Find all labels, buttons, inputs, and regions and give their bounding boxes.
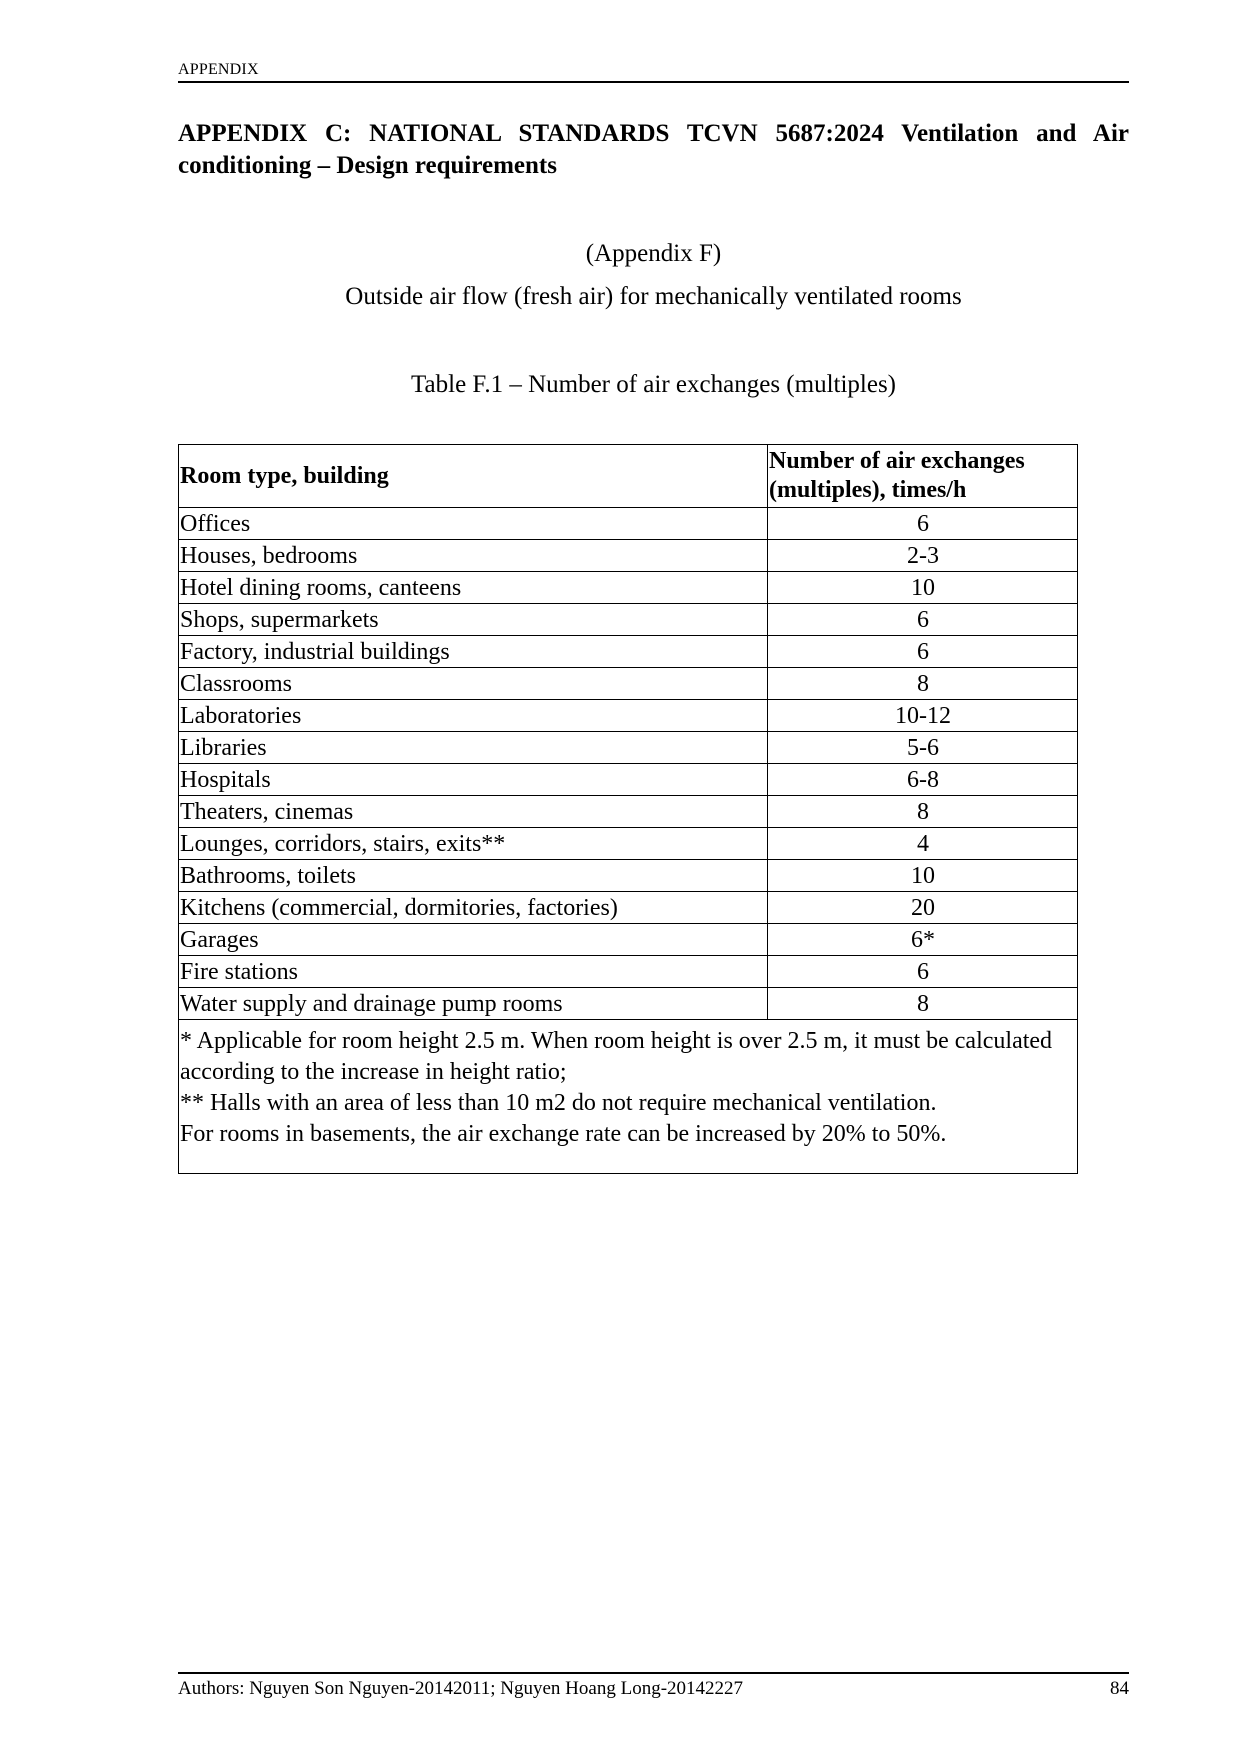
section-subtitle: Outside air flow (fresh air) for mechanically ventilated rooms xyxy=(345,283,962,310)
room-type-cell: Kitchens (commercial, dormitories, factories) xyxy=(179,892,768,924)
room-type-cell: Hotel dining rooms, canteens xyxy=(179,572,768,604)
air-exchange-rate-cell: 6 xyxy=(768,604,1078,636)
air-exchange-rate-cell: 10-12 xyxy=(768,700,1078,732)
table-row xyxy=(179,668,1078,700)
air-exchange-rate-cell: 6 xyxy=(768,956,1078,988)
table-row xyxy=(179,732,1078,764)
room-type-cell: Offices xyxy=(179,508,768,540)
column-header-room-type: Room type, building xyxy=(179,445,768,508)
table-row xyxy=(179,604,1078,636)
table-row xyxy=(179,764,1078,796)
appendix-heading: APPENDIX C: NATIONAL STANDARDS TCVN 5687:2024 Ventilation and Air conditioning – Design requirements xyxy=(178,120,1129,179)
table-row xyxy=(179,892,1078,924)
footer-authors: Authors: Nguyen Son Nguyen-20142011; Nguyen Hoang Long-20142227 xyxy=(178,1678,744,1699)
room-type-cell: Houses, bedrooms xyxy=(179,540,768,572)
air-exchange-rate-cell: 8 xyxy=(768,988,1078,1020)
table-row xyxy=(179,796,1078,828)
table-row xyxy=(179,540,1078,572)
air-exchange-rate-cell: 10 xyxy=(768,860,1078,892)
room-type-cell: Classrooms xyxy=(179,668,768,700)
table-row xyxy=(179,700,1078,732)
room-type-cell: Fire stations xyxy=(179,956,768,988)
table-row xyxy=(179,828,1078,860)
table-caption: Table F.1 – Number of air exchanges (multiples) xyxy=(411,371,896,398)
table-row xyxy=(179,956,1078,988)
header-rule xyxy=(178,81,1129,83)
table-row xyxy=(179,636,1078,668)
air-exchange-rate-cell: 8 xyxy=(768,796,1078,828)
table-notes-row xyxy=(179,1020,1078,1174)
air-exchange-rate-cell: 4 xyxy=(768,828,1078,860)
room-type-cell: Theaters, cinemas xyxy=(179,796,768,828)
room-type-cell: Shops, supermarkets xyxy=(179,604,768,636)
air-exchange-rate-cell: 6 xyxy=(768,508,1078,540)
air-exchange-table xyxy=(178,444,1078,1174)
room-type-cell: Factory, industrial buildings xyxy=(179,636,768,668)
table-row xyxy=(179,988,1078,1020)
table-body xyxy=(179,508,1078,1020)
air-exchange-rate-cell: 6* xyxy=(768,924,1078,956)
table-header-row xyxy=(179,445,1078,508)
air-exchange-rate-cell: 6 xyxy=(768,636,1078,668)
note-room-height: * Applicable for room height 2.5 m. When room height is over 2.5 m, it must be calculated according to the increase in height ratio; xyxy=(180,1028,1053,1085)
column-header-air-exchanges: Number of air exchanges (multiples), times/h xyxy=(768,445,1078,508)
room-type-cell: Bathrooms, toilets xyxy=(179,860,768,892)
room-type-cell: Hospitals xyxy=(179,764,768,796)
table-row xyxy=(179,860,1078,892)
room-type-cell: Laboratories xyxy=(179,700,768,732)
air-exchange-rate-cell: 5-6 xyxy=(768,732,1078,764)
table-row xyxy=(179,924,1078,956)
page-number: 84 xyxy=(1110,1678,1129,1699)
air-exchange-rate-cell: 6-8 xyxy=(768,764,1078,796)
running-header: APPENDIX xyxy=(178,61,259,78)
room-type-cell: Water supply and drainage pump rooms xyxy=(179,988,768,1020)
note-halls: ** Halls with an area of less than 10 m2 do not require mechanical ventilation. xyxy=(180,1090,937,1116)
table-notes xyxy=(179,1020,1078,1174)
air-exchange-rate-cell: 2-3 xyxy=(768,540,1078,572)
appendix-reference: (Appendix F) xyxy=(585,240,722,267)
air-exchange-rate-cell: 20 xyxy=(768,892,1078,924)
room-type-cell: Libraries xyxy=(179,732,768,764)
note-basements: For rooms in basements, the air exchange rate can be increased by 20% to 50%. xyxy=(180,1121,947,1147)
room-type-cell: Garages xyxy=(179,924,768,956)
air-exchange-rate-cell: 8 xyxy=(768,668,1078,700)
footer-rule xyxy=(178,1672,1129,1674)
table-row xyxy=(179,572,1078,604)
room-type-cell: Lounges, corridors, stairs, exits** xyxy=(179,828,768,860)
table-row xyxy=(179,508,1078,540)
air-exchange-rate-cell: 10 xyxy=(768,572,1078,604)
